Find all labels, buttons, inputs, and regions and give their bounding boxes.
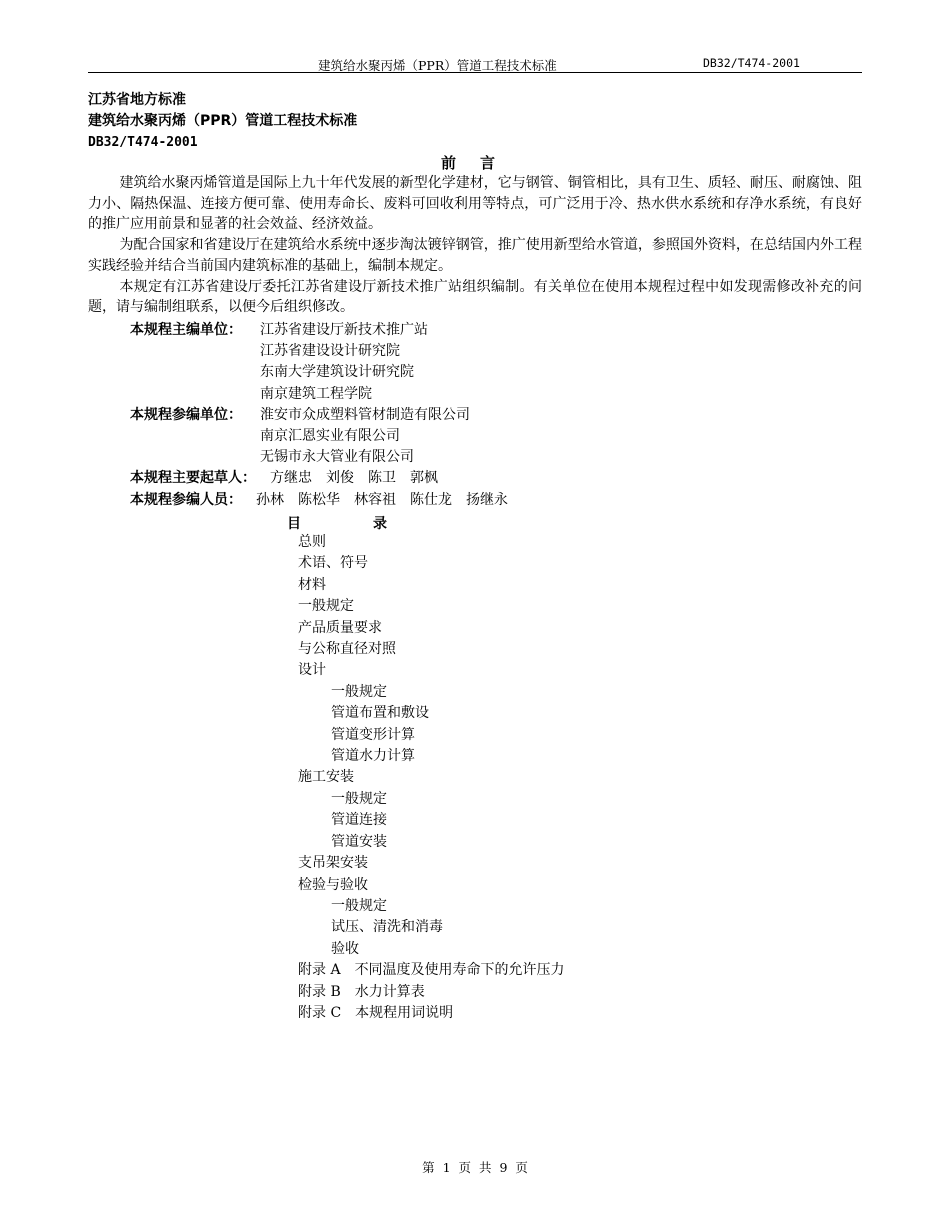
preface-paragraph: 本规定有江苏省建设厅委托江苏省建设厅新技术推广站组织编制。有关单位在使用本规程过程中如发现需修改补充的问题，请与编制组联系，以便今后组织修改。 — [88, 278, 862, 316]
chief-unit: 江苏省建设设计研究院 — [260, 343, 400, 360]
toc-item: 总则 — [298, 534, 326, 550]
toc-item: 一般规定 — [298, 598, 354, 615]
member-name: 林容祖 — [354, 491, 396, 508]
drafters-row — [130, 468, 522, 489]
drafter-name: 郭枫 — [410, 470, 438, 487]
document-heading — [88, 90, 357, 153]
doc-code: DB32/T474-2001 — [88, 135, 198, 150]
partner-unit-row — [130, 447, 522, 468]
page-footer: 第 1 页 共 9 页 — [422, 1160, 528, 1175]
toc-title-char: 录 — [373, 516, 387, 532]
toc-item: 材料 — [298, 576, 326, 593]
chief-unit-row — [130, 341, 522, 362]
appendix-key: 附录 C — [298, 1004, 342, 1021]
table-of-contents — [298, 532, 565, 1024]
doc-title: 建筑给水聚丙烯（PPR）管道工程技术标准 — [88, 113, 358, 129]
chief-unit: 南京建筑工程学院 — [260, 385, 372, 402]
page-header — [88, 56, 862, 73]
toc-item: 术语、符号 — [298, 555, 368, 572]
toc-appendix — [298, 960, 565, 981]
members-row — [130, 490, 522, 511]
drafter-name: 陈卫 — [368, 470, 396, 487]
header-code: DB32/T474-2001 — [703, 56, 800, 70]
toc-item: 设计 — [298, 662, 326, 679]
toc-item: 支吊架安装 — [298, 855, 368, 872]
partner-unit: 无锡市永大管业有限公司 — [260, 449, 414, 466]
chief-unit-label: 本规程主编单位： — [130, 322, 242, 338]
partner-unit-row — [130, 426, 522, 447]
toc-item: 与公称直径对照 — [298, 641, 396, 658]
toc-subitem: 一般规定 — [331, 897, 387, 914]
toc-subitem: 管道水力计算 — [331, 748, 415, 765]
toc-item: 施工安装 — [298, 769, 354, 786]
member-name: 陈松华 — [298, 491, 340, 508]
toc-appendix — [298, 1003, 565, 1024]
toc-subitem: 试压、清洗和消毒 — [331, 919, 443, 936]
partner-unit: 南京汇恩实业有限公司 — [260, 428, 400, 445]
members-label: 本规程参编人员： — [130, 491, 242, 508]
appendix-key: 附录 A — [298, 962, 341, 979]
toc-subitem: 验收 — [331, 940, 359, 957]
partner-unit: 淮安市众成塑料管材制造有限公司 — [260, 406, 470, 423]
appendix-text: 水力计算表 — [354, 983, 425, 1000]
partner-unit-label: 本规程参编单位： — [130, 406, 242, 423]
appendix-text: 不同温度及使用寿命下的允许压力 — [354, 962, 565, 979]
toc-subitem: 管道布置和敷设 — [331, 705, 429, 722]
drafter-name: 方继忠 — [270, 470, 312, 487]
chief-unit: 东南大学建筑设计研究院 — [260, 364, 414, 381]
toc-item: 产品质量要求 — [298, 619, 382, 636]
chief-unit: 江苏省建设厅新技术推广站 — [260, 322, 428, 338]
chief-unit-row — [130, 320, 522, 341]
toc-subitem: 一般规定 — [331, 790, 387, 807]
drafters-label: 本规程主要起草人： — [130, 470, 256, 487]
preface-paragraph: 建筑给水聚丙烯管道是国际上九十年代发展的新型化学建材，它与钢管、铜管相比，具有卫生、质轻、耐压、耐腐蚀、阻力小、隔热保温、连接方便可靠、使用寿命长、废料可回收利用等特点，可广泛用于冷、热水供水系统和存净水系统，有良好的推广应用前景和显著的社会效益、经济效益。 — [88, 175, 862, 233]
chief-unit-row — [130, 362, 522, 383]
compilation-units — [130, 320, 522, 511]
preface-body — [88, 173, 862, 318]
member-name: 陈仕龙 — [410, 491, 452, 508]
member-name: 孙林 — [256, 491, 284, 508]
header-title: 建筑给水聚丙烯（PPR）管道工程技术标准 — [318, 58, 557, 73]
doc-category: 江苏省地方标准 — [88, 92, 186, 108]
preface-paragraph: 为配合国家和省建设厅在建筑给水系统中逐步淘汰镀锌钢管，推广使用新型给水管道，参照国外资料，在总结国内外工程实践经验并结合当前国内建筑标准的基础上，编制本规定。 — [88, 237, 862, 274]
toc-subitem: 管道安装 — [331, 833, 387, 850]
partner-unit-row — [130, 405, 522, 426]
drafter-name: 刘俊 — [326, 470, 354, 487]
toc-subitem: 一般规定 — [331, 683, 387, 700]
preface-title: 前言 — [440, 154, 519, 172]
appendix-text: 本规程用词说明 — [355, 1004, 454, 1021]
toc-appendix — [298, 982, 565, 1003]
toc-title-char: 目 — [287, 516, 301, 532]
chief-unit-row — [130, 384, 522, 405]
member-name: 扬继永 — [466, 491, 508, 508]
toc-subitem: 管道变形计算 — [331, 726, 415, 743]
toc-item: 检验与验收 — [298, 876, 368, 893]
appendix-key: 附录 B — [298, 983, 341, 1000]
toc-subitem: 管道连接 — [331, 812, 387, 829]
toc-title — [287, 513, 459, 533]
